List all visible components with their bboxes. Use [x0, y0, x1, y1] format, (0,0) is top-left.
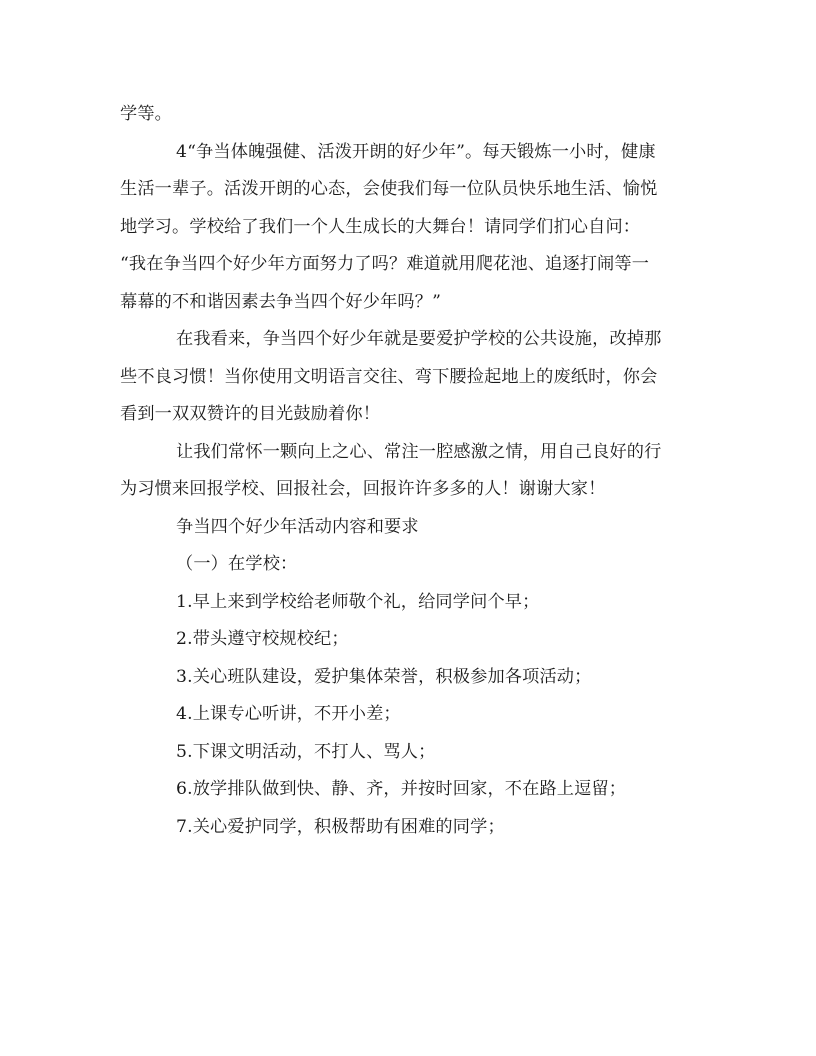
subsection-heading: [120, 546, 708, 584]
text-line: 让我们常怀一颗向上之心、常注一腔感激之情，用自己良好的行: [176, 441, 662, 462]
text-line: 些不良习惯！当你使用文明语言交往、弯下腰捡起地上的废纸时，你会: [120, 366, 658, 387]
list-item: [120, 771, 708, 809]
paragraph-in-my-view: [120, 321, 708, 434]
list-item-text: 7.关心爱护同学，积极帮助有困难的同学；: [176, 816, 505, 837]
list-item-text: 1.早上来到学校给老师敬个礼，给同学问个早；: [176, 591, 540, 612]
text-line: 生活一辈子。活泼开朗的心态，会使我们每一位队员快乐地生活、愉悦: [120, 179, 658, 199]
list-item-text: 5.下课文明活动，不打人、骂人；: [176, 741, 436, 762]
section-heading-text: 争当四个好少年活动内容和要求: [176, 516, 419, 537]
text-line: 在我看来，争当四个好少年就是要爱护学校的公共设施，改掉那: [176, 329, 662, 349]
list-item-text: 6.放学排队做到快、静、齐，并按时回家，不在路上逗留；: [176, 779, 627, 799]
text-line: “我在争当四个好少年方面努力了吗？难道就用爬花池、追逐打闹等一: [120, 254, 650, 274]
list-item: [120, 734, 708, 772]
list-item: [120, 584, 708, 622]
text-line: 看到一双双赞许的目光鼓励着你！: [120, 404, 381, 424]
list-item: [120, 696, 708, 734]
list-item: [120, 621, 708, 659]
list-item-text: 2.带头遵守校规校纪；: [176, 629, 349, 649]
text-line: 4“争当体魄强健、活泼开朗的好少年”。每天锻炼一小时，健康: [176, 141, 656, 162]
section-heading: [120, 509, 708, 547]
text-line: 为习惯来回报学校、回报社会，回报许许多多的人！谢谢大家！: [120, 479, 606, 499]
text-line: 学等。: [120, 104, 173, 124]
subsection-heading-text: （一）在学校：: [176, 554, 298, 574]
document-body: [120, 96, 708, 846]
paragraph-point-4: [120, 134, 708, 322]
text-line: 地学习。学校给了我们一个人生成长的大舞台！请同学们扪心自问：: [120, 216, 641, 237]
paragraph-closing: [120, 434, 708, 509]
list-item-text: 4.上课专心听讲，不开小差；: [176, 704, 401, 724]
text-line: 幕幕的不和谐因素去争当四个好少年吗？”: [120, 291, 442, 312]
list-item: [120, 809, 708, 847]
paragraph-continuation: [120, 96, 708, 134]
list-item: [120, 659, 708, 697]
list-item-text: 3.关心班队建设，爱护集体荣誉，积极参加各项活动；: [176, 666, 592, 687]
